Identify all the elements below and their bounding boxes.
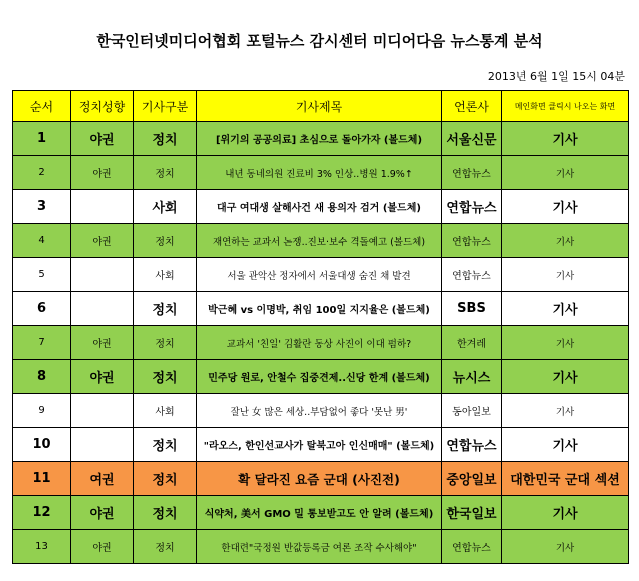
political-lean: 야권 <box>71 156 134 190</box>
category: 사회 <box>134 258 197 292</box>
table-row <box>13 496 629 530</box>
publisher: SBS <box>442 292 502 326</box>
header-title: 기사제목 <box>197 91 442 122</box>
row-number: 5 <box>13 258 71 292</box>
political-lean: 야권 <box>71 326 134 360</box>
news-stats-table <box>12 90 629 564</box>
article-title[interactable]: 식약처, 美서 GMO 밀 통보받고도 안 알려 (볼드체) <box>197 496 442 530</box>
publisher: 연합뉴스 <box>442 156 502 190</box>
article-title[interactable]: 확 달라진 요즘 군대 (사진전) <box>197 462 442 496</box>
row-number: 12 <box>13 496 71 530</box>
publisher: 한국일보 <box>442 496 502 530</box>
political-lean: 야권 <box>71 224 134 258</box>
display-screen: 기사 <box>502 258 629 292</box>
publisher: 연합뉴스 <box>442 190 502 224</box>
political-lean: 야권 <box>71 496 134 530</box>
publisher: 연합뉴스 <box>442 258 502 292</box>
article-title[interactable]: 교과서 '친일' 김활란 동상 사진이 이대 펌하? <box>197 326 442 360</box>
display-screen: 대한민국 군대 섹션 <box>502 462 629 496</box>
political-lean <box>71 428 134 462</box>
table-row <box>13 122 629 156</box>
publisher: 연합뉴스 <box>442 530 502 564</box>
header-publisher: 언론사 <box>442 91 502 122</box>
table-row <box>13 462 629 496</box>
article-title[interactable]: "라오스, 한인선교사가 탈북고아 인신매매" (볼드체) <box>197 428 442 462</box>
display-screen: 기사 <box>502 394 629 428</box>
table-row <box>13 258 629 292</box>
category: 정치 <box>134 326 197 360</box>
category: 정치 <box>134 224 197 258</box>
row-number: 13 <box>13 530 71 564</box>
display-screen: 기사 <box>502 496 629 530</box>
header-category: 기사구분 <box>134 91 197 122</box>
category: 정치 <box>134 530 197 564</box>
category: 정치 <box>134 122 197 156</box>
row-number: 10 <box>13 428 71 462</box>
political-lean <box>71 190 134 224</box>
category: 정치 <box>134 360 197 394</box>
table-row <box>13 428 629 462</box>
publisher: 한겨레 <box>442 326 502 360</box>
header-lean: 정치성향 <box>71 91 134 122</box>
publisher: 중앙일보 <box>442 462 502 496</box>
row-number: 1 <box>13 122 71 156</box>
article-title[interactable]: 서울 관악산 정자에서 서울대생 숨진 채 발견 <box>197 258 442 292</box>
table-row <box>13 360 629 394</box>
display-screen: 기사 <box>502 156 629 190</box>
display-screen: 기사 <box>502 224 629 258</box>
political-lean: 여권 <box>71 462 134 496</box>
display-screen: 기사 <box>502 122 629 156</box>
header-display: 메인화면 클릭시 나오는 화면 <box>502 91 629 122</box>
row-number: 2 <box>13 156 71 190</box>
table-row <box>13 394 629 428</box>
header-num: 순서 <box>13 91 71 122</box>
category: 정치 <box>134 496 197 530</box>
display-screen: 기사 <box>502 360 629 394</box>
political-lean <box>71 258 134 292</box>
row-number: 6 <box>13 292 71 326</box>
publisher: 서울신문 <box>442 122 502 156</box>
political-lean: 야권 <box>71 360 134 394</box>
publisher: 동아일보 <box>442 394 502 428</box>
row-number: 8 <box>13 360 71 394</box>
article-title[interactable]: 민주당 원로, 안철수 집중견제..신당 한계 (볼드체) <box>197 360 442 394</box>
article-title[interactable]: 내년 동네의원 진료비 3% 인상..병원 1.9%↑ <box>197 156 442 190</box>
timestamp: 2013년 6월 1일 15시 04분 <box>487 70 625 83</box>
row-number: 11 <box>13 462 71 496</box>
table-header-row <box>13 91 629 122</box>
publisher: 뉴시스 <box>442 360 502 394</box>
display-screen: 기사 <box>502 530 629 564</box>
article-title[interactable]: 박근혜 vs 이명박, 취임 100일 지지율은 (볼드체) <box>197 292 442 326</box>
political-lean <box>71 394 134 428</box>
display-screen: 기사 <box>502 326 629 360</box>
article-title[interactable]: 재연하는 교과서 논쟁..진보·보수 격돌예고 (볼드체) <box>197 224 442 258</box>
row-number: 3 <box>13 190 71 224</box>
article-title[interactable]: 한대련"국정원 반값등록금 여론 조작 수사해야" <box>197 530 442 564</box>
table-row <box>13 224 629 258</box>
table-row <box>13 156 629 190</box>
display-screen: 기사 <box>502 292 629 326</box>
political-lean <box>71 292 134 326</box>
table-row <box>13 326 629 360</box>
article-title[interactable]: [위기의 공공의료] 초심으로 돌아가자 (볼드체) <box>197 122 442 156</box>
category: 사회 <box>134 394 197 428</box>
table-row <box>13 190 629 224</box>
row-number: 9 <box>13 394 71 428</box>
article-title[interactable]: 잘난 女 많은 세상..부담없어 좋다 '못난 男' <box>197 394 442 428</box>
display-screen: 기사 <box>502 190 629 224</box>
display-screen: 기사 <box>502 428 629 462</box>
publisher: 연합뉴스 <box>442 224 502 258</box>
publisher: 연합뉴스 <box>442 428 502 462</box>
category: 정치 <box>134 292 197 326</box>
row-number: 7 <box>13 326 71 360</box>
category: 사회 <box>134 190 197 224</box>
row-number: 4 <box>13 224 71 258</box>
category: 정치 <box>134 462 197 496</box>
table-row <box>13 292 629 326</box>
category: 정치 <box>134 428 197 462</box>
political-lean: 야권 <box>71 122 134 156</box>
table-row <box>13 530 629 564</box>
page-title: 한국인터넷미디어협회 포털뉴스 감시센터 미디어다음 뉴스통계 분석 <box>96 32 543 50</box>
political-lean: 야권 <box>71 530 134 564</box>
category: 정치 <box>134 156 197 190</box>
article-title[interactable]: 대구 여대생 살해사건 새 용의자 검거 (볼드체) <box>197 190 442 224</box>
